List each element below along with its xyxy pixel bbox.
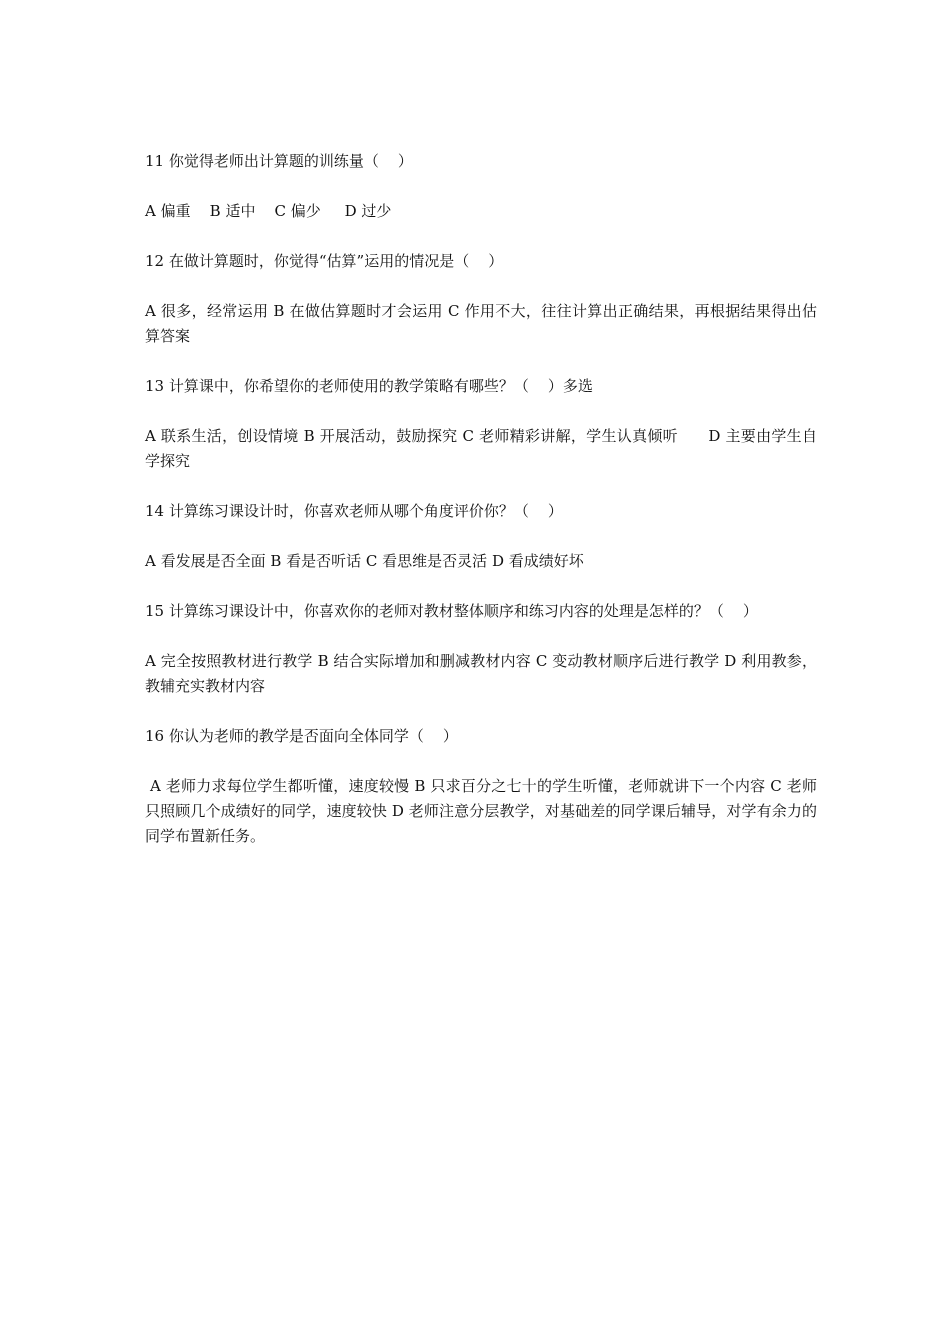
question-13-options: A 联系生活，创设情境 B 开展活动，鼓励探究 C 老师精彩讲解，学生认真倾听 D 主要由学生自学探究 (145, 427, 817, 470)
question-11: 11 你觉得老师出计算题的训练量（ ） (145, 152, 413, 170)
document-body (145, 149, 817, 874)
question-14-options: A 看发展是否全面 B 看是否听话 C 看思维是否灵活 D 看成绩好坏 (145, 552, 584, 570)
question-12-options: A 很多，经常运用 B 在做估算题时才会运用 C 作用不大，往往计算出正确结果，再根据结果得出估算答案 (145, 302, 817, 345)
question-14: 14 计算练习课设计时，你喜欢老师从哪个角度评价你？（ ） (145, 502, 563, 520)
question-16-options: A 老师力求每位学生都听懂，速度较慢 B 只求百分之七十的学生听懂，老师就讲下一个内容 C 老师只照顾几个成绩好的同学，速度较快 D 老师注意分层教学，对基础差的同学课后辅导，对学有余力的同学布置新任务。 (145, 777, 817, 845)
question-15-options: A 完全按照教材进行教学 B 结合实际增加和删减教材内容 C 变动教材顺序后进行教学 D 利用教参，教辅充实教材内容 (145, 652, 817, 695)
question-12: 12 在做计算题时，你觉得“估算”运用的情况是（ ） (145, 252, 504, 270)
question-16: 16 你认为老师的教学是否面向全体同学（ ） (145, 727, 458, 745)
question-13: 13 计算课中，你希望你的老师使用的教学策略有哪些？（ ）多选 (145, 377, 593, 395)
question-11-options: A 偏重 B 适中 C 偏少 D 过少 (145, 202, 392, 220)
question-15: 15 计算练习课设计中，你喜欢你的老师对教材整体顺序和练习内容的处理是怎样的？（ ） (145, 602, 758, 620)
